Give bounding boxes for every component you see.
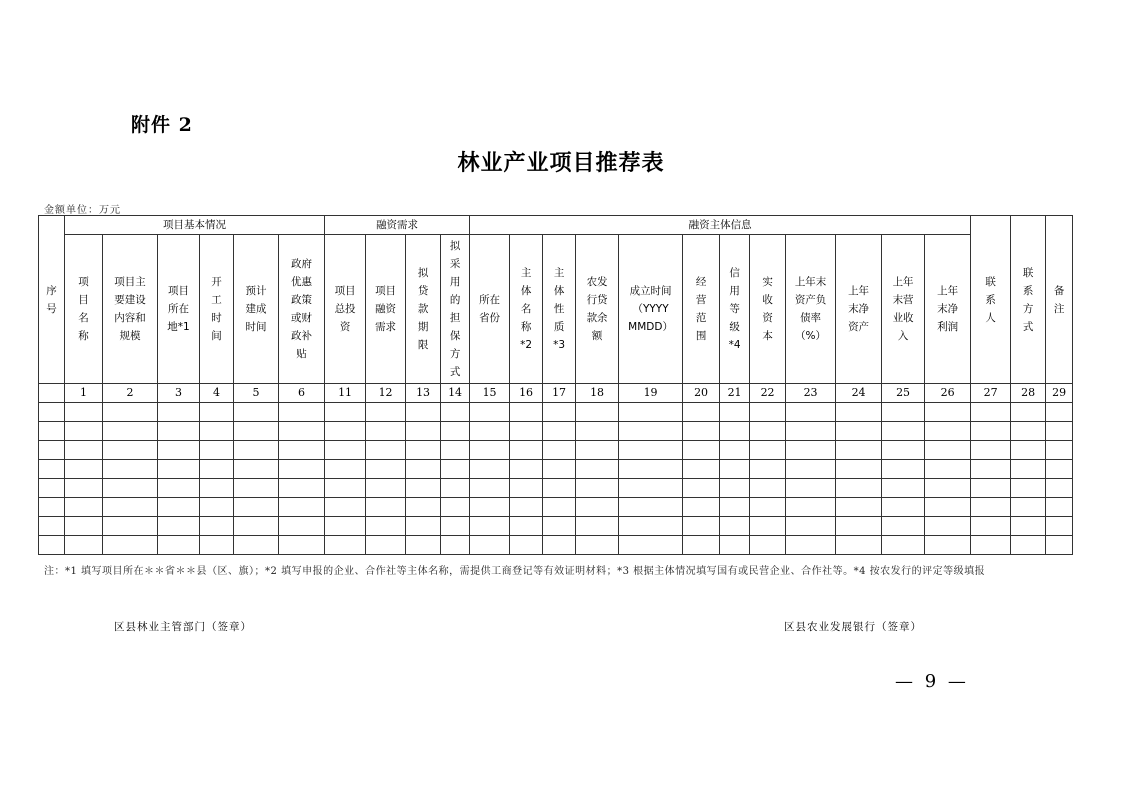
column-number: 16 [510,384,543,403]
table-row [39,498,1073,517]
header-financing-need: 项目 融资 需求 [366,235,406,384]
group-financing-need: 融资需求 [325,216,470,235]
column-number: 2 [103,384,158,403]
header-loan-balance: 农发 行贷 款余 额 [576,235,619,384]
header-credit-rating: 信 用 等 级 *4 [720,235,750,384]
column-number: 22 [750,384,786,403]
group-basic-info: 项目基本情况 [65,216,325,235]
table-row [39,536,1073,555]
column-number-row [39,384,1073,403]
header-net-profit: 上年 末净 利润 [925,235,971,384]
column-number: 6 [279,384,325,403]
header-net-assets: 上年 末净 资产 [836,235,882,384]
column-number-seq [39,384,65,403]
header-contact-method: 联 系 方 式 [1011,216,1046,384]
header-construction-content: 项目主 要建设 内容和 规模 [103,235,158,384]
column-number: 19 [619,384,683,403]
header-established-date: 成立时间 （YYYY MMDD） [619,235,683,384]
header-paid-capital: 实 收 资 本 [750,235,786,384]
column-number: 14 [441,384,470,403]
column-number: 23 [786,384,836,403]
header-seq: 序 号 [39,216,65,384]
bank-signature: 区县农业发展银行（签章） [784,621,922,633]
table-row [39,517,1073,536]
column-number: 21 [720,384,750,403]
column-number: 5 [234,384,279,403]
column-number: 13 [406,384,441,403]
column-number: 1 [65,384,103,403]
column-number: 24 [836,384,882,403]
header-entity-nature: 主 体 性 质 *3 [543,235,576,384]
header-entity-name: 主 体 名 称 *2 [510,235,543,384]
recommendation-table [38,215,1073,555]
column-number: 20 [683,384,720,403]
header-loan-term: 拟 贷 款 期 限 [406,235,441,384]
page-number: — 9 — [895,671,969,692]
header-remarks: 备 注 [1046,216,1073,384]
table-row [39,422,1073,441]
column-number: 4 [200,384,234,403]
header-project-name: 项 目 名 称 [65,235,103,384]
header-guarantee-method: 拟 采 用 的 担 保 方 式 [441,235,470,384]
column-number: 11 [325,384,366,403]
attachment-label: 附件 2 [131,114,193,136]
table-row [39,403,1073,422]
header-business-scope: 经 营 范 围 [683,235,720,384]
header-total-investment: 项目 总投 资 [325,235,366,384]
column-number: 18 [576,384,619,403]
column-number: 26 [925,384,971,403]
unit-label: 金额单位：万元 [44,205,121,216]
column-number: 15 [470,384,510,403]
header-contact-person: 联 系 人 [971,216,1011,384]
header-project-location: 项目 所在 地*1 [158,235,200,384]
column-number: 25 [882,384,925,403]
table-row [39,460,1073,479]
column-number: 27 [971,384,1011,403]
forestry-dept-signature: 区县林业主管部门（签章） [114,621,252,633]
column-number: 3 [158,384,200,403]
header-completion-time: 预计 建成 时间 [234,235,279,384]
footnote: 注：*1 填写项目所在＊＊省＊＊县（区、旗）；*2 填写申报的企业、合作社等主体名称，需提供工商登记等有效证明材料；*3 根据主体情况填写国有或民营企业、合作社等。*4 按农发行的评定等级填报 [44,566,986,577]
column-number: 17 [543,384,576,403]
header-start-time: 开 工 时 间 [200,235,234,384]
header-gov-policy: 政府 优惠 政策 或财 政补 贴 [279,235,325,384]
table-row [39,441,1073,460]
column-number: 29 [1046,384,1073,403]
page-title: 林业产业项目推荐表 [457,150,665,176]
column-number: 28 [1011,384,1046,403]
header-debt-ratio: 上年末 资产负 债率 （%） [786,235,836,384]
column-number: 12 [366,384,406,403]
table-row [39,479,1073,498]
header-revenue: 上年 末营 业收 入 [882,235,925,384]
header-province: 所在 省份 [470,235,510,384]
group-entity-info: 融资主体信息 [470,216,971,235]
